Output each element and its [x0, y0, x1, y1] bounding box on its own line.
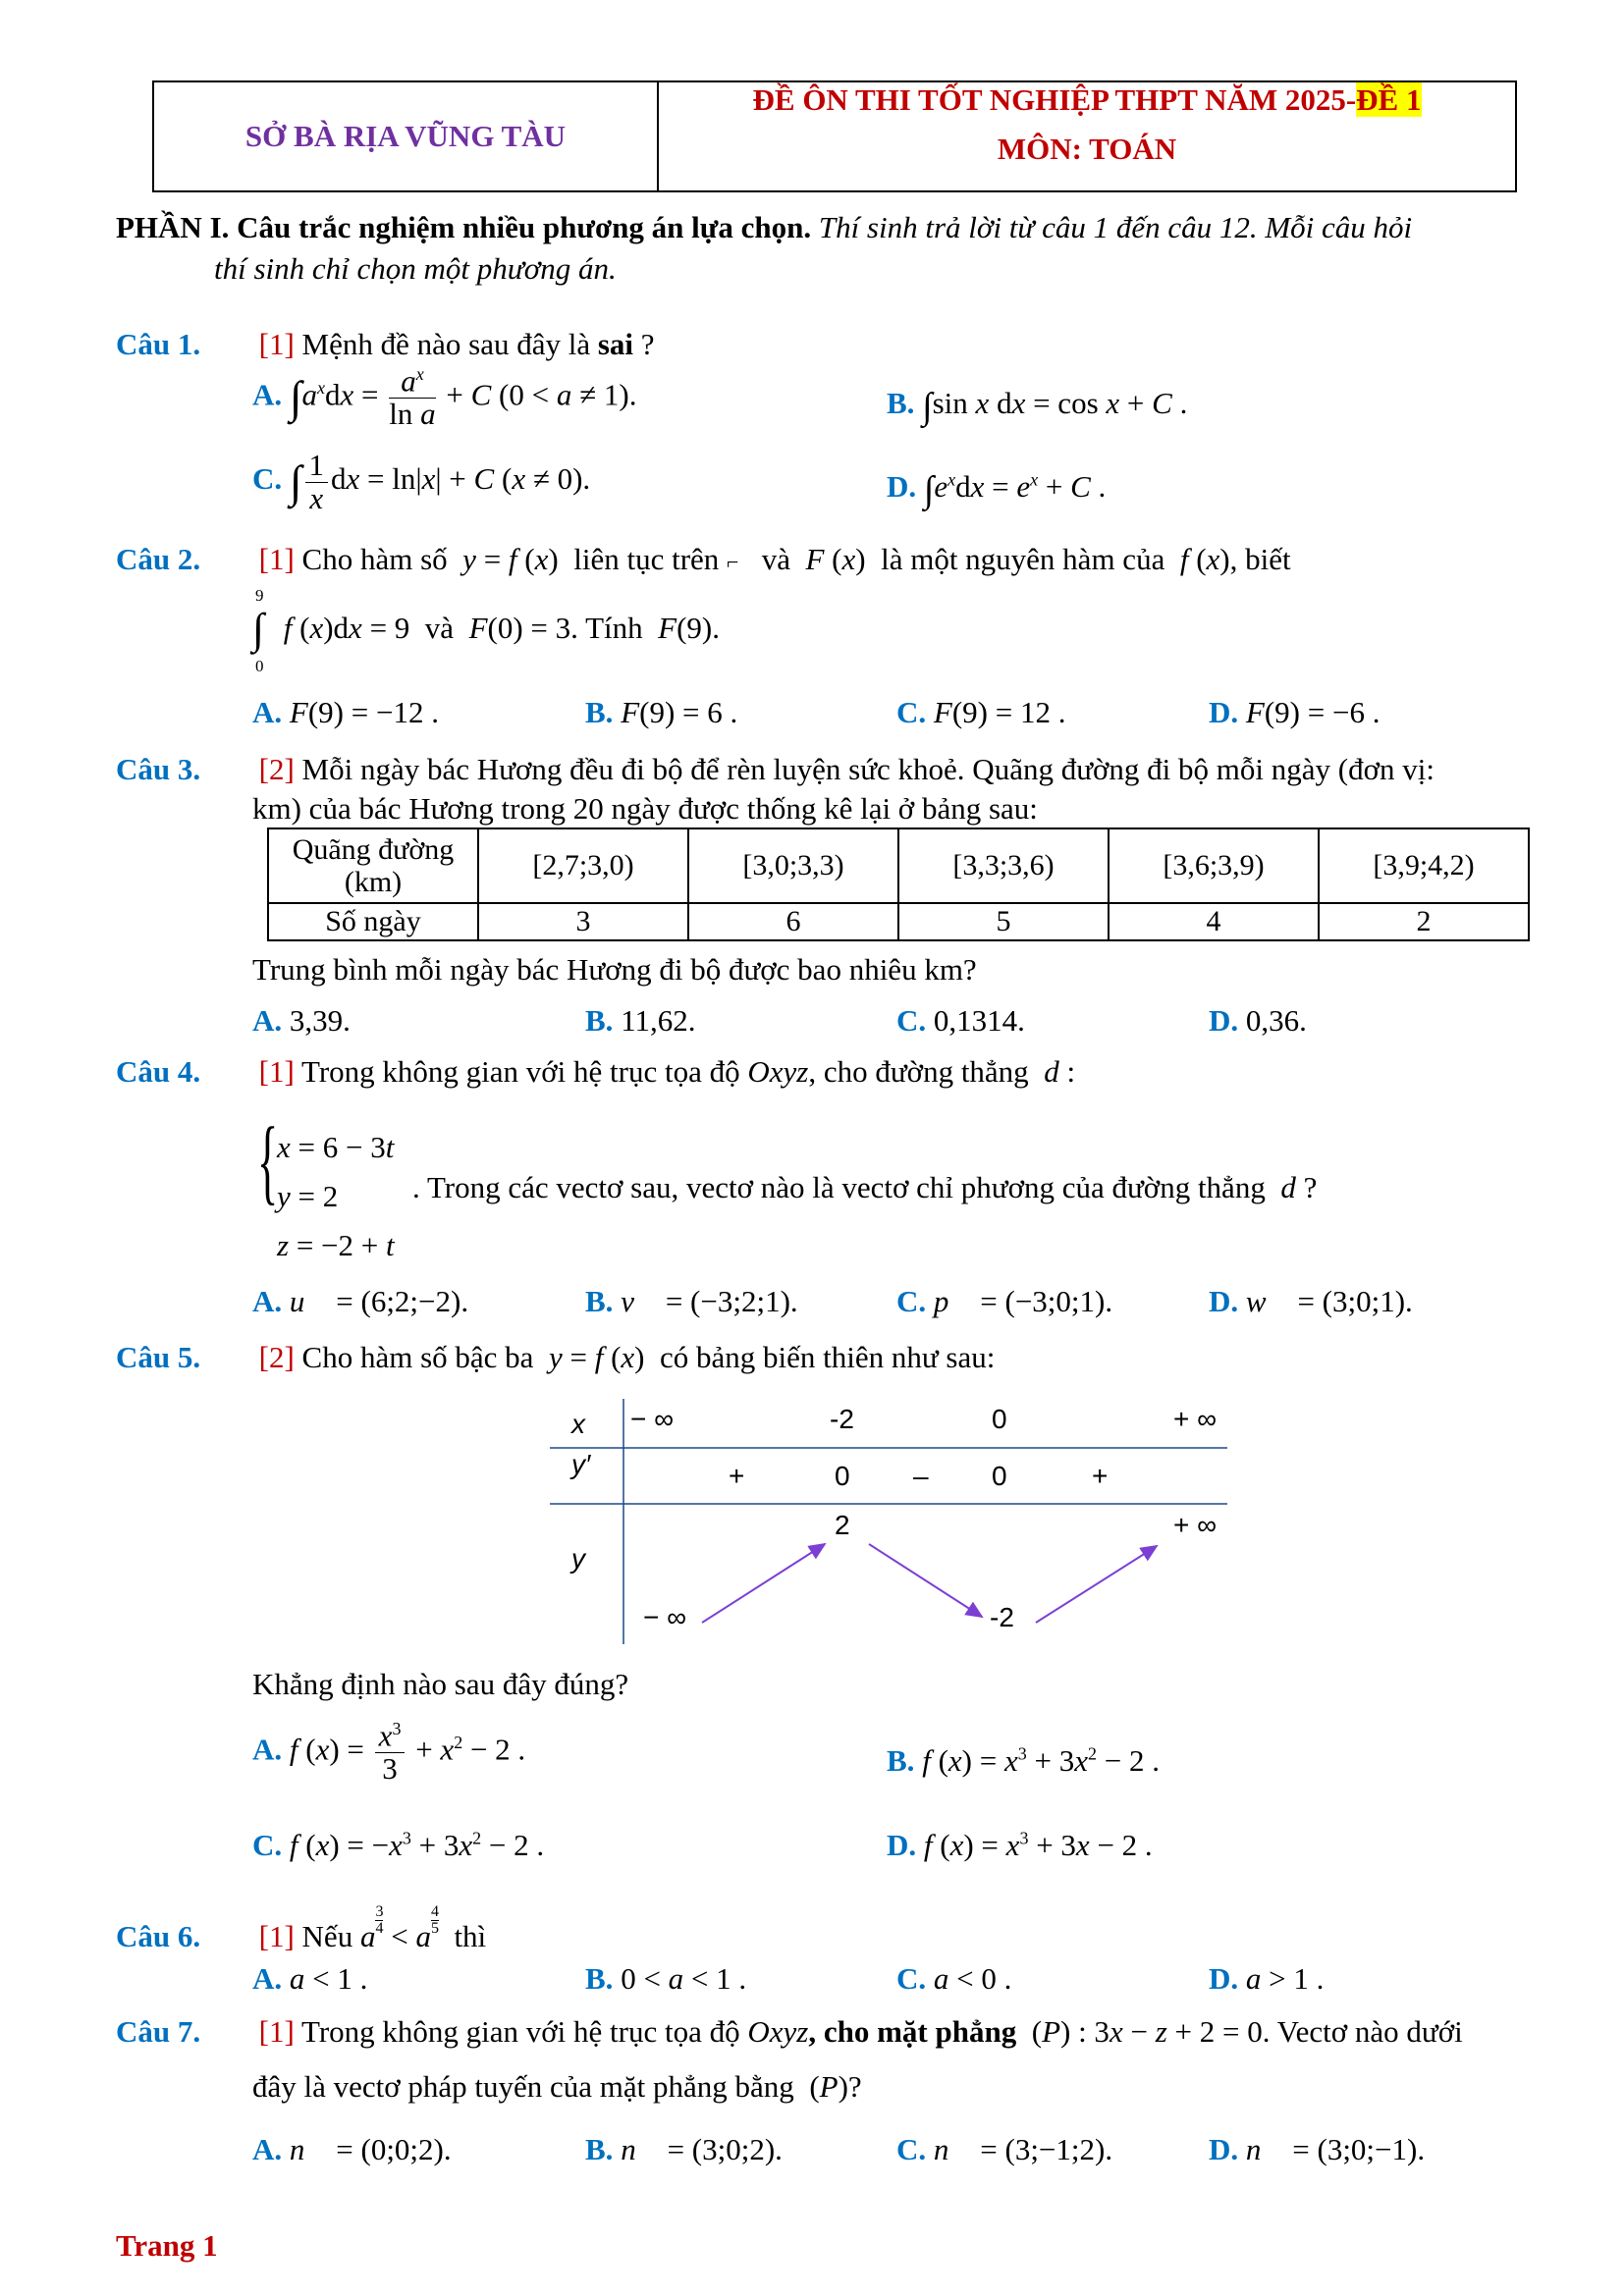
count-cell: 2 [1319, 903, 1529, 940]
question-7: Câu 7. [1] Trong không gian với hệ trục tọa độ Oxyz, cho mặt phẳng (P) : 3x − z + 2 = 0. Vectơ nào dưới [116, 2014, 1463, 2049]
q7-option-b[interactable]: B. n⃗ = (3;0;2). [585, 2132, 783, 2166]
q1-option-c[interactable]: C. ∫ $\frac{1}{x}$ dx = ln|x| + C (x ≠ 0). [252, 448, 591, 515]
q6-option-d[interactable]: D. a > 1 . [1209, 1961, 1325, 1996]
q3-option-b[interactable]: B. 11,62. [585, 1003, 696, 1038]
question-7-line2: đây là vectơ pháp tuyến của mặt phẳng bằng (P)? [252, 2069, 862, 2104]
department-name: SỞ BÀ RỊA VŨNG TÀU [244, 119, 567, 153]
question-number: Câu 6. [116, 1919, 201, 1953]
q3-option-d[interactable]: D. 0,36. [1209, 1003, 1307, 1038]
question-2: Câu 2. [1] Cho hàm số y = f (x) liên tục trên ⌐ và F (x) là một nguyên hàm của f (x), biết [116, 542, 1291, 576]
interval-cell: [3,6;3,9) [1109, 828, 1319, 903]
bbt-x-crit2: 0 [992, 1404, 1007, 1434]
bbt-arrow-up2 [1036, 1546, 1157, 1623]
bbt-y-min: -2 [990, 1602, 1014, 1632]
bbt-y-label: y [571, 1543, 585, 1574]
part-title: PHẦN I. Câu trắc nghiệm nhiều phương án lựa chọn. [116, 210, 812, 244]
count-cell: 4 [1109, 903, 1319, 940]
bbt-x-crit1: -2 [830, 1404, 854, 1434]
question-number: Câu 3. [116, 752, 201, 786]
q5-option-a[interactable]: A. f (x) = $\frac{x^3}{3}$ + $x^2 - 2$ . [252, 1718, 526, 1786]
page-number: Trang 1 [116, 2228, 218, 2263]
interval-cell: [3,0;3,3) [688, 828, 898, 903]
bbt-yprime-label: y′ [571, 1449, 591, 1479]
bbt-x-label: x [571, 1409, 585, 1439]
system-brace: { [257, 1108, 279, 1214]
difficulty-level: [1] [258, 542, 295, 576]
q4-option-a[interactable]: A. u⃗ = (6;2;−2). [252, 1284, 469, 1318]
q4-question: . Trong các vectơ sau, vectơ nào là vectơ chỉ phương của đường thẳng d ? [412, 1170, 1318, 1204]
count-cell: 5 [898, 903, 1109, 940]
part-instruction-2: thí sinh chỉ chọn một phương án. [214, 251, 617, 286]
q2-option-b[interactable]: B. F(9) = 6 . [585, 695, 738, 729]
count-cell: 3 [478, 903, 688, 940]
row-label-distance: Quãng đường (km) [268, 828, 478, 903]
q5-option-b[interactable]: B. f $(x) = x^3 + 3x^2 - 2$ . [887, 1743, 1160, 1778]
q7-option-c[interactable]: C. n⃗ = (3;−1;2). [896, 2132, 1113, 2166]
question-3 [116, 752, 1435, 787]
part-instruction-1: Thí sinh trả lời từ câu 1 đến câu 12. Mỗi câu hỏi [818, 210, 1413, 244]
bbt-x-plus-inf: + ∞ [1173, 1404, 1218, 1434]
variation-table [550, 1399, 1237, 1644]
question-6: Câu 6. [1] Nếu a $\frac{3}{4}$ < a $\frac{4}{5}$ thì [116, 1903, 487, 1953]
q6-option-c[interactable]: C. a < 0 . [896, 1961, 1012, 1996]
exam-number-highlight: ĐỀ 1 [1356, 82, 1422, 117]
difficulty-level: [1] [258, 327, 295, 361]
question-bold: sai [597, 327, 634, 361]
interval-cell: [2,7;3,0) [478, 828, 688, 903]
q6-option-b[interactable]: B. 0 < a < 1 . [585, 1961, 747, 1996]
question-text: Mỗi ngày bác Hương đều đi bộ để rèn luyện sức khoẻ. Quãng đường đi bộ mỗi ngày (đơn vị: [301, 752, 1435, 786]
header-box [152, 80, 1517, 192]
bbt-y-minus-inf: − ∞ [643, 1602, 687, 1632]
bbt-sign-plus2: + [1092, 1461, 1109, 1491]
q1-option-b[interactable]: B. ∫sin x dx = cos x + C . [887, 385, 1188, 427]
question-number: Câu 7. [116, 2014, 201, 2049]
q4-option-d[interactable]: D. w⃗ = (3;0;1). [1209, 1284, 1413, 1318]
q2-option-d[interactable]: D. F(9) = −6 . [1209, 695, 1380, 729]
difficulty-level: [1] [258, 2014, 295, 2049]
exam-title [659, 82, 1515, 190]
row-label-days: Số ngày [268, 903, 478, 940]
interval-cell: [3,3;3,6) [898, 828, 1109, 903]
q5-option-c[interactable]: C. f $(x) = -x^3 + 3x^2 - 2$ . [252, 1828, 545, 1862]
q3-question: Trung bình mỗi ngày bác Hương đi bộ được bao nhiêu km? [252, 952, 977, 987]
question-4: Câu 4. [1] Trong không gian với hệ trục tọa độ Oxyz, cho đường thẳng d : [116, 1054, 1076, 1089]
q5-question: Khẳng định nào sau đây đúng? [252, 1667, 629, 1701]
bbt-sign-plus1: + [729, 1461, 745, 1491]
q2-given: 9 ∫ 0 f (x)dx = 9 và F(0) = 3. Tính F(9). [252, 586, 720, 675]
difficulty-level: [1] [258, 1919, 295, 1953]
q6-option-a[interactable]: A. a < 1 . [252, 1961, 368, 1996]
bbt-sign-minus: – [913, 1461, 929, 1491]
bbt-arrow-up1 [702, 1544, 825, 1623]
question-text: Mệnh đề nào sau đây là [301, 327, 591, 361]
bbt-arrow-down [869, 1544, 982, 1617]
q7-option-d[interactable]: D. n⃗ = (3;0;−1). [1209, 2132, 1426, 2166]
q4-option-c[interactable]: C. p⃗ = (−3;0;1). [896, 1284, 1113, 1318]
bbt-y-plus-inf: + ∞ [1173, 1510, 1218, 1540]
q2-option-c[interactable]: C. F(9) = 12 . [896, 695, 1066, 729]
bbt-y-max: 2 [835, 1510, 850, 1540]
exam-title-prefix: ĐỀ ÔN THI TỐT NGHIỆP THPT NĂM 2025- [752, 82, 1357, 117]
q4-option-b[interactable]: B. v⃗ = (−3;2;1). [585, 1284, 798, 1318]
q3-option-a[interactable]: A. 3,39. [252, 1003, 351, 1038]
count-cell: 6 [688, 903, 898, 940]
question-number: Câu 1. [116, 327, 201, 361]
interval-cell: [3,9;4,2) [1319, 828, 1529, 903]
part-title-line [116, 210, 1412, 245]
bbt-zero2: 0 [992, 1461, 1007, 1491]
line-equations: x = 6 − 3t y = 2 z = −2 + t [277, 1130, 395, 1262]
bbt-x-minus-inf: − ∞ [630, 1404, 675, 1434]
question-3-line2: km) của bác Hương trong 20 ngày được thống kê lại ở bảng sau: [252, 791, 1038, 826]
distance-table [267, 828, 1530, 941]
question-5: Câu 5. [2] Cho hàm số bậc ba y = f (x) có bảng biến thiên như sau: [116, 1340, 996, 1374]
q2-option-a[interactable]: A. F(9) = −12 . [252, 695, 439, 729]
q3-option-c[interactable]: C. 0,1314. [896, 1003, 1025, 1038]
difficulty-level: [2] [258, 1340, 295, 1374]
subject-name: MÔN: TOÁN [997, 132, 1177, 166]
question-number: Câu 5. [116, 1340, 201, 1374]
question-number: Câu 4. [116, 1054, 201, 1089]
question-1: Câu 1. [1] Mệnh đề nào sau đây là sai ? [116, 327, 655, 361]
q7-option-a[interactable]: A. n⃗ = (0;0;2). [252, 2132, 452, 2166]
q1-option-a[interactable]: A. $\int a^xdx$ = $\frac{a^x}{\text{ln a}}$ + C (0 < a ≠ 1). [252, 363, 637, 431]
bbt-zero1: 0 [835, 1461, 850, 1491]
difficulty-level: [1] [258, 1054, 295, 1089]
question-number: Câu 2. [116, 542, 201, 576]
q1-option-d[interactable]: D. $\int e^xdx = e^x + C$ . [887, 468, 1107, 510]
difficulty-level: [2] [258, 752, 295, 786]
q5-option-d[interactable]: D. f $(x) = x^3 + 3x - 2$ . [887, 1828, 1153, 1862]
